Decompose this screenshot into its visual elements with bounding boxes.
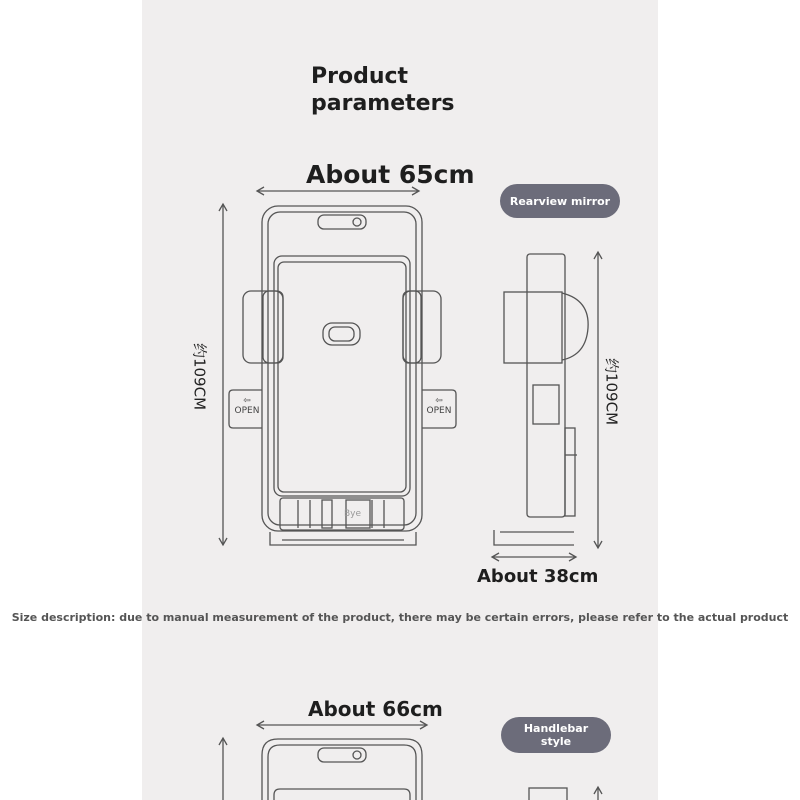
badge-line-2: style: [540, 735, 572, 748]
holder-front-view: [229, 206, 456, 545]
size-note: Size description: due to manual measurement of the product, there may be certain errors, please refer to the actual product: [11, 611, 789, 624]
width-dimension-arrow-2: [257, 721, 427, 729]
holder-side-view-2: [529, 787, 602, 800]
holder-side-view: [494, 254, 588, 545]
title-line-1: Product: [311, 64, 409, 89]
height-label: 约109CM: [190, 342, 209, 411]
height-dimension-arrow: [219, 204, 227, 545]
arrow-left-icon: ⇦: [435, 396, 443, 406]
rearview-mirror-badge: Rearview mirror: [500, 184, 620, 218]
height-dimension-arrow-2: [219, 738, 227, 800]
title-line-2: parameters: [311, 91, 455, 116]
open-label-left: OPEN: [234, 406, 260, 416]
badge-line-1: Handlebar: [523, 722, 589, 735]
handlebar-style-badge: [501, 717, 611, 753]
depth-label: About 38cm: [477, 566, 599, 587]
base-mark: Bye: [344, 509, 362, 519]
width-label: About 65cm: [306, 160, 475, 189]
arrow-left-icon: ⇦: [243, 396, 251, 406]
open-label-right: OPEN: [426, 406, 452, 416]
depth-dimension-arrow: [492, 553, 576, 561]
holder-front-view-2: [262, 739, 422, 800]
open-tab-right: [424, 396, 454, 416]
open-tab-left: [232, 396, 262, 416]
side-height-label: 约109CM: [602, 357, 621, 426]
width-label-2: About 66cm: [308, 697, 443, 721]
